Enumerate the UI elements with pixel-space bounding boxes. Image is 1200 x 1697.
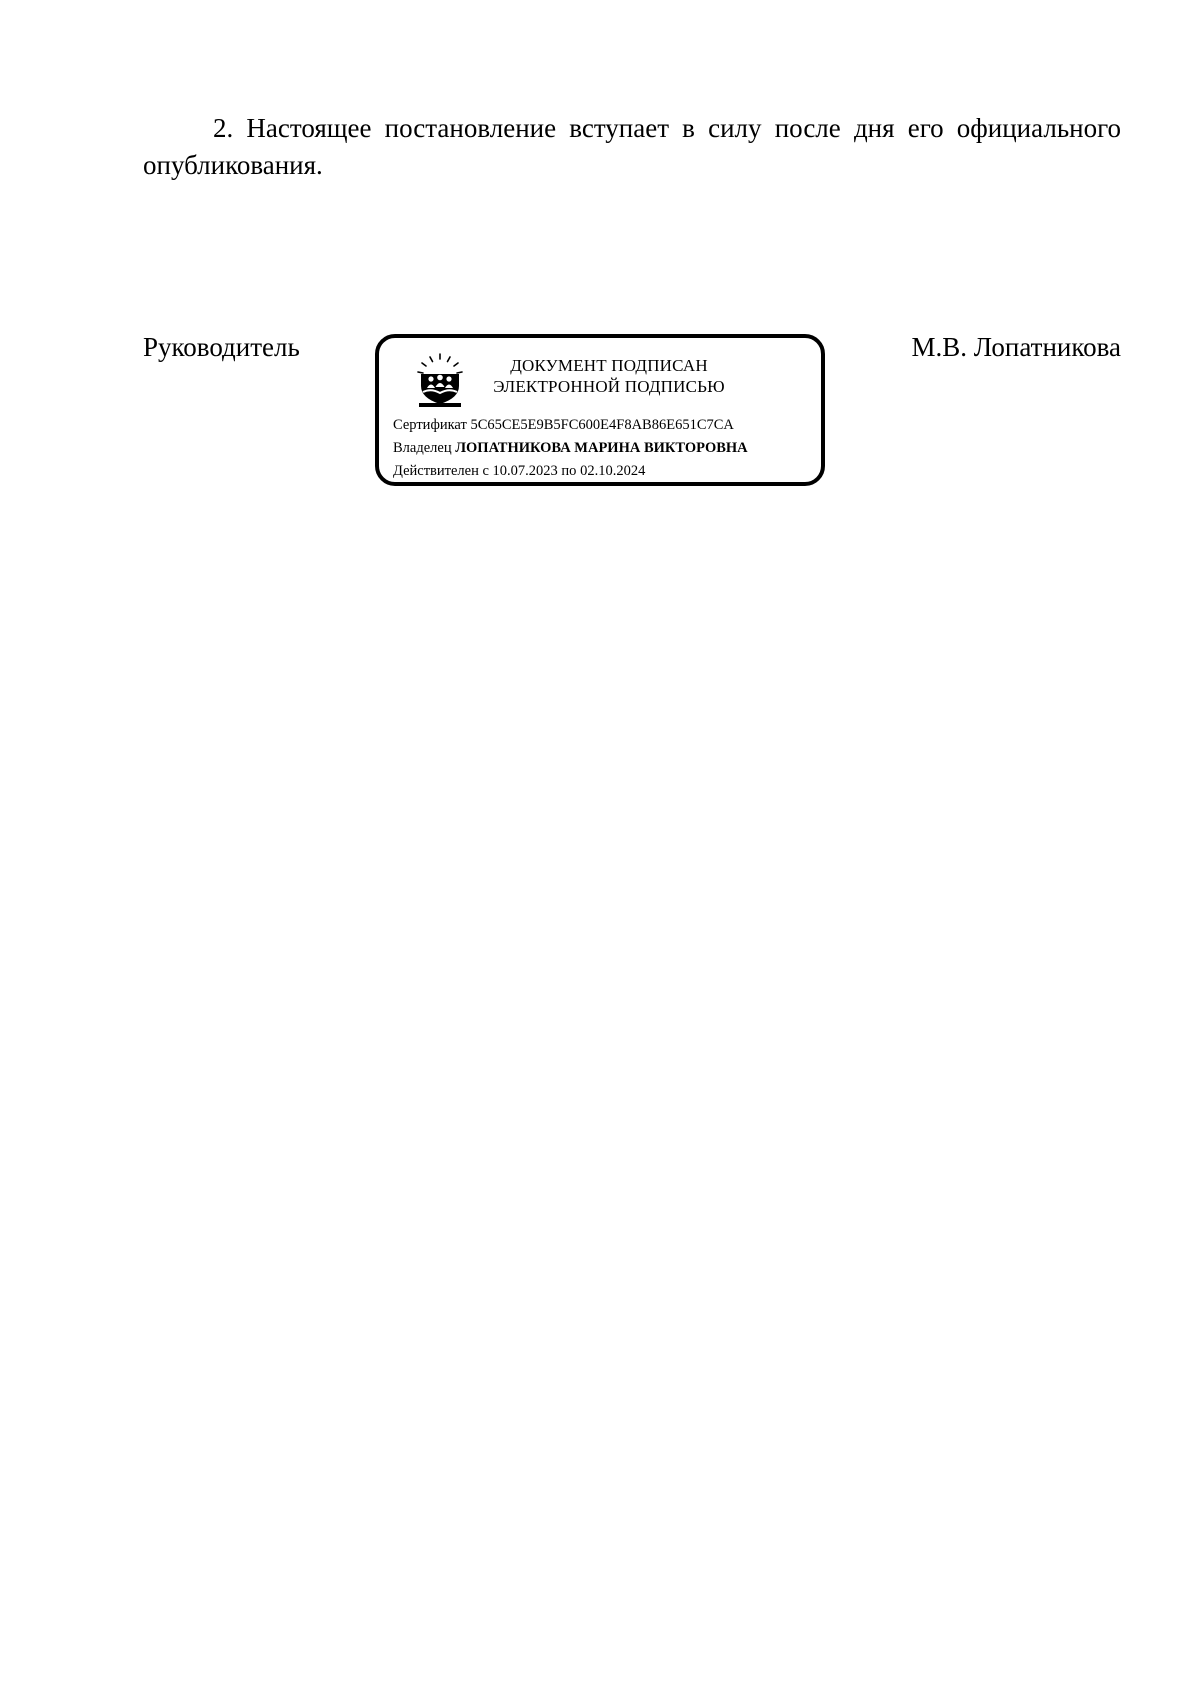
body-paragraph: 2. Настоящее постановление вступает в силу после дня его официального опубликования. [143,113,1121,180]
valid-from-date: 10.07.2023 [492,463,558,479]
stamp-heading-line2: ЭЛЕКТРОННОЙ ПОДПИСЬЮ [493,377,725,396]
signer-position: Руководитель [143,332,300,362]
signer-name: М.В. Лопатникова [911,332,1121,362]
valid-from-label: Действителен с [393,463,489,479]
certificate-label: Сертификат [393,417,467,433]
stamp-owner-line [393,439,748,457]
stamp-heading-line1: ДОКУМЕНТ ПОДПИСАН [510,356,708,375]
certificate-value: 5C65CE5E9B5FC600E4F8AB86E651C7CA [470,417,734,433]
electronic-signature-stamp [375,334,825,486]
stamp-certificate-line [393,416,734,434]
valid-to-label: по [561,463,577,479]
owner-value: ЛОПАТНИКОВА МАРИНА ВИКТОРОВНА [455,440,748,456]
owner-label: Владелец [393,440,452,456]
stamp-heading [479,355,739,397]
stamp-validity-line [393,462,645,480]
regional-coat-of-arms-icon [415,352,465,408]
valid-to-date: 02.10.2024 [580,463,646,479]
